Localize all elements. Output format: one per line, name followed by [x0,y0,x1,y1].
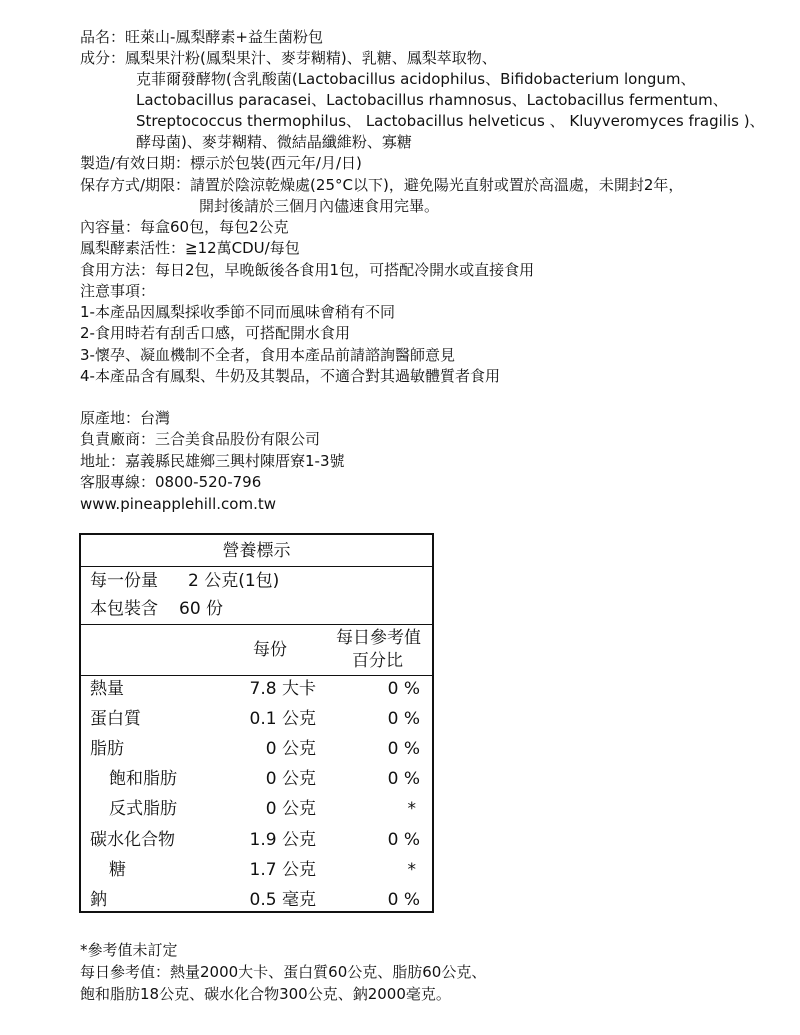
servings-value: 60 份 [179,599,224,619]
nutrient-amount: 0.1 公克 [249,709,316,729]
nutrient-amount: 1.7 公克 [249,860,316,880]
dates-line: 製造/有效日期：標示於包裝(西元年/月/日) [80,154,362,172]
product-name: 品名：旺萊山-鳳梨酵素+益生菌粉包 [80,28,323,46]
col-per-serving: 每份 [253,640,287,660]
col-daily-label: 每日參考值 [336,628,421,648]
ingredients-line: Streptococcus thermophilus、 Lactobacillus helveticus 、 Kluyveromyces fragilis )、 [136,112,765,130]
storage-line: 開封後請於三個月內儘速食用完畢。 [199,197,440,215]
serving-size-value: 2 公克(1包) [188,571,280,591]
nutrient-name: 蛋白質 [90,709,141,729]
note-item: 3-懷孕、凝血機制不全者，食用本產品前請諮詢醫師意見 [80,346,455,364]
storage-line: 保存方式/期限：請置於陰涼乾燥處(25°C以下)，避免陽光直射或置於高溫處，未開封2年， [80,176,684,194]
origin-line: 原產地：台灣 [80,409,171,427]
nutrient-daily: 0 % [387,679,420,699]
note-item: 2-食用時若有刮舌口感，可搭配開水食用 [80,324,350,342]
footnote-line: *參考值未訂定 [80,941,178,959]
ingredients-line: Lactobacillus paracasei、Lactobacillus rhamnosus、Lactobacillus fermentum、 [136,91,728,109]
nutrient-name: 糖 [109,860,126,880]
nutrient-amount: 0 公克 [265,799,316,819]
ingredients-line: 成分：鳳梨果汁粉(鳳梨果汁、麥芽糊精)、乳糖、鳳梨萃取物、 [80,49,497,67]
nutrient-daily: 0 % [387,739,420,759]
usage-line: 食用方法：每日2包，早晚飯後各食用1包，可搭配冷開水或直接食用 [80,261,535,279]
divider [81,624,432,625]
nutrient-name: 碳水化合物 [90,830,175,850]
nutrient-daily: 0 % [387,769,420,789]
divider [81,566,432,567]
note-item: 1-本產品因鳳梨採收季節不同而風味會稍有不同 [80,303,395,321]
nutrient-name: 鈉 [90,890,107,910]
nutrient-daily: 0 % [387,830,420,850]
nutrient-daily: * [407,860,416,880]
nutrient-name: 脂肪 [90,739,124,759]
nutrition-title: 營養標示 [222,541,291,561]
col-daily-percent: 百分比 [352,651,403,671]
divider [81,675,432,676]
nutrient-name: 熱量 [90,679,124,699]
serving-size-label: 每一份量 [90,571,158,591]
footnote-line: 飽和脂肪18公克、碳水化合物300公克、鈉2000毫克。 [80,985,451,1003]
contents-line: 內容量：每盒60包，每包2公克 [80,218,289,236]
hotline-line: 客服專線：0800-520-796 [80,473,262,491]
nutrient-daily: 0 % [387,890,420,910]
nutrient-daily: * [407,799,416,819]
footnote-line: 每日參考值：熱量2000大卡、蛋白質60公克、脂肪60公克、 [80,963,487,981]
nutrient-name: 反式脂肪 [109,799,177,819]
nutrient-amount: 0.5 毫克 [249,890,316,910]
nutrition-table [79,533,434,913]
manufacturer-line: 負責廠商：三合美食品股份有限公司 [80,430,321,448]
nutrient-amount: 0 公克 [265,769,316,789]
servings-label: 本包裝含 [90,599,158,619]
nutrient-amount: 0 公克 [265,739,316,759]
ingredients-line: 酵母菌)、麥芽糊精、微結晶纖維粉、寡糖 [136,133,412,151]
nutrient-name: 飽和脂肪 [109,769,177,789]
nutrient-amount: 7.8 大卡 [249,679,316,699]
nutrient-amount: 1.9 公克 [249,830,316,850]
note-item: 4-本產品含有鳳梨、牛奶及其製品，不適合對其過敏體質者食用 [80,367,500,385]
ingredients-line: 克菲爾發酵物(含乳酸菌(Lactobacillus acidophilus、Bifidobacterium longum、 [136,70,696,88]
website-line: www.pineapplehill.com.tw [80,495,276,513]
notes-title: 注意事項： [80,282,156,300]
enzyme-activity-line: 鳳梨酵素活性：≧12萬CDU/每包 [80,239,300,257]
nutrient-daily: 0 % [387,709,420,729]
address-line: 地址：嘉義縣民雄鄉三興村陳厝寮1-3號 [80,452,345,470]
